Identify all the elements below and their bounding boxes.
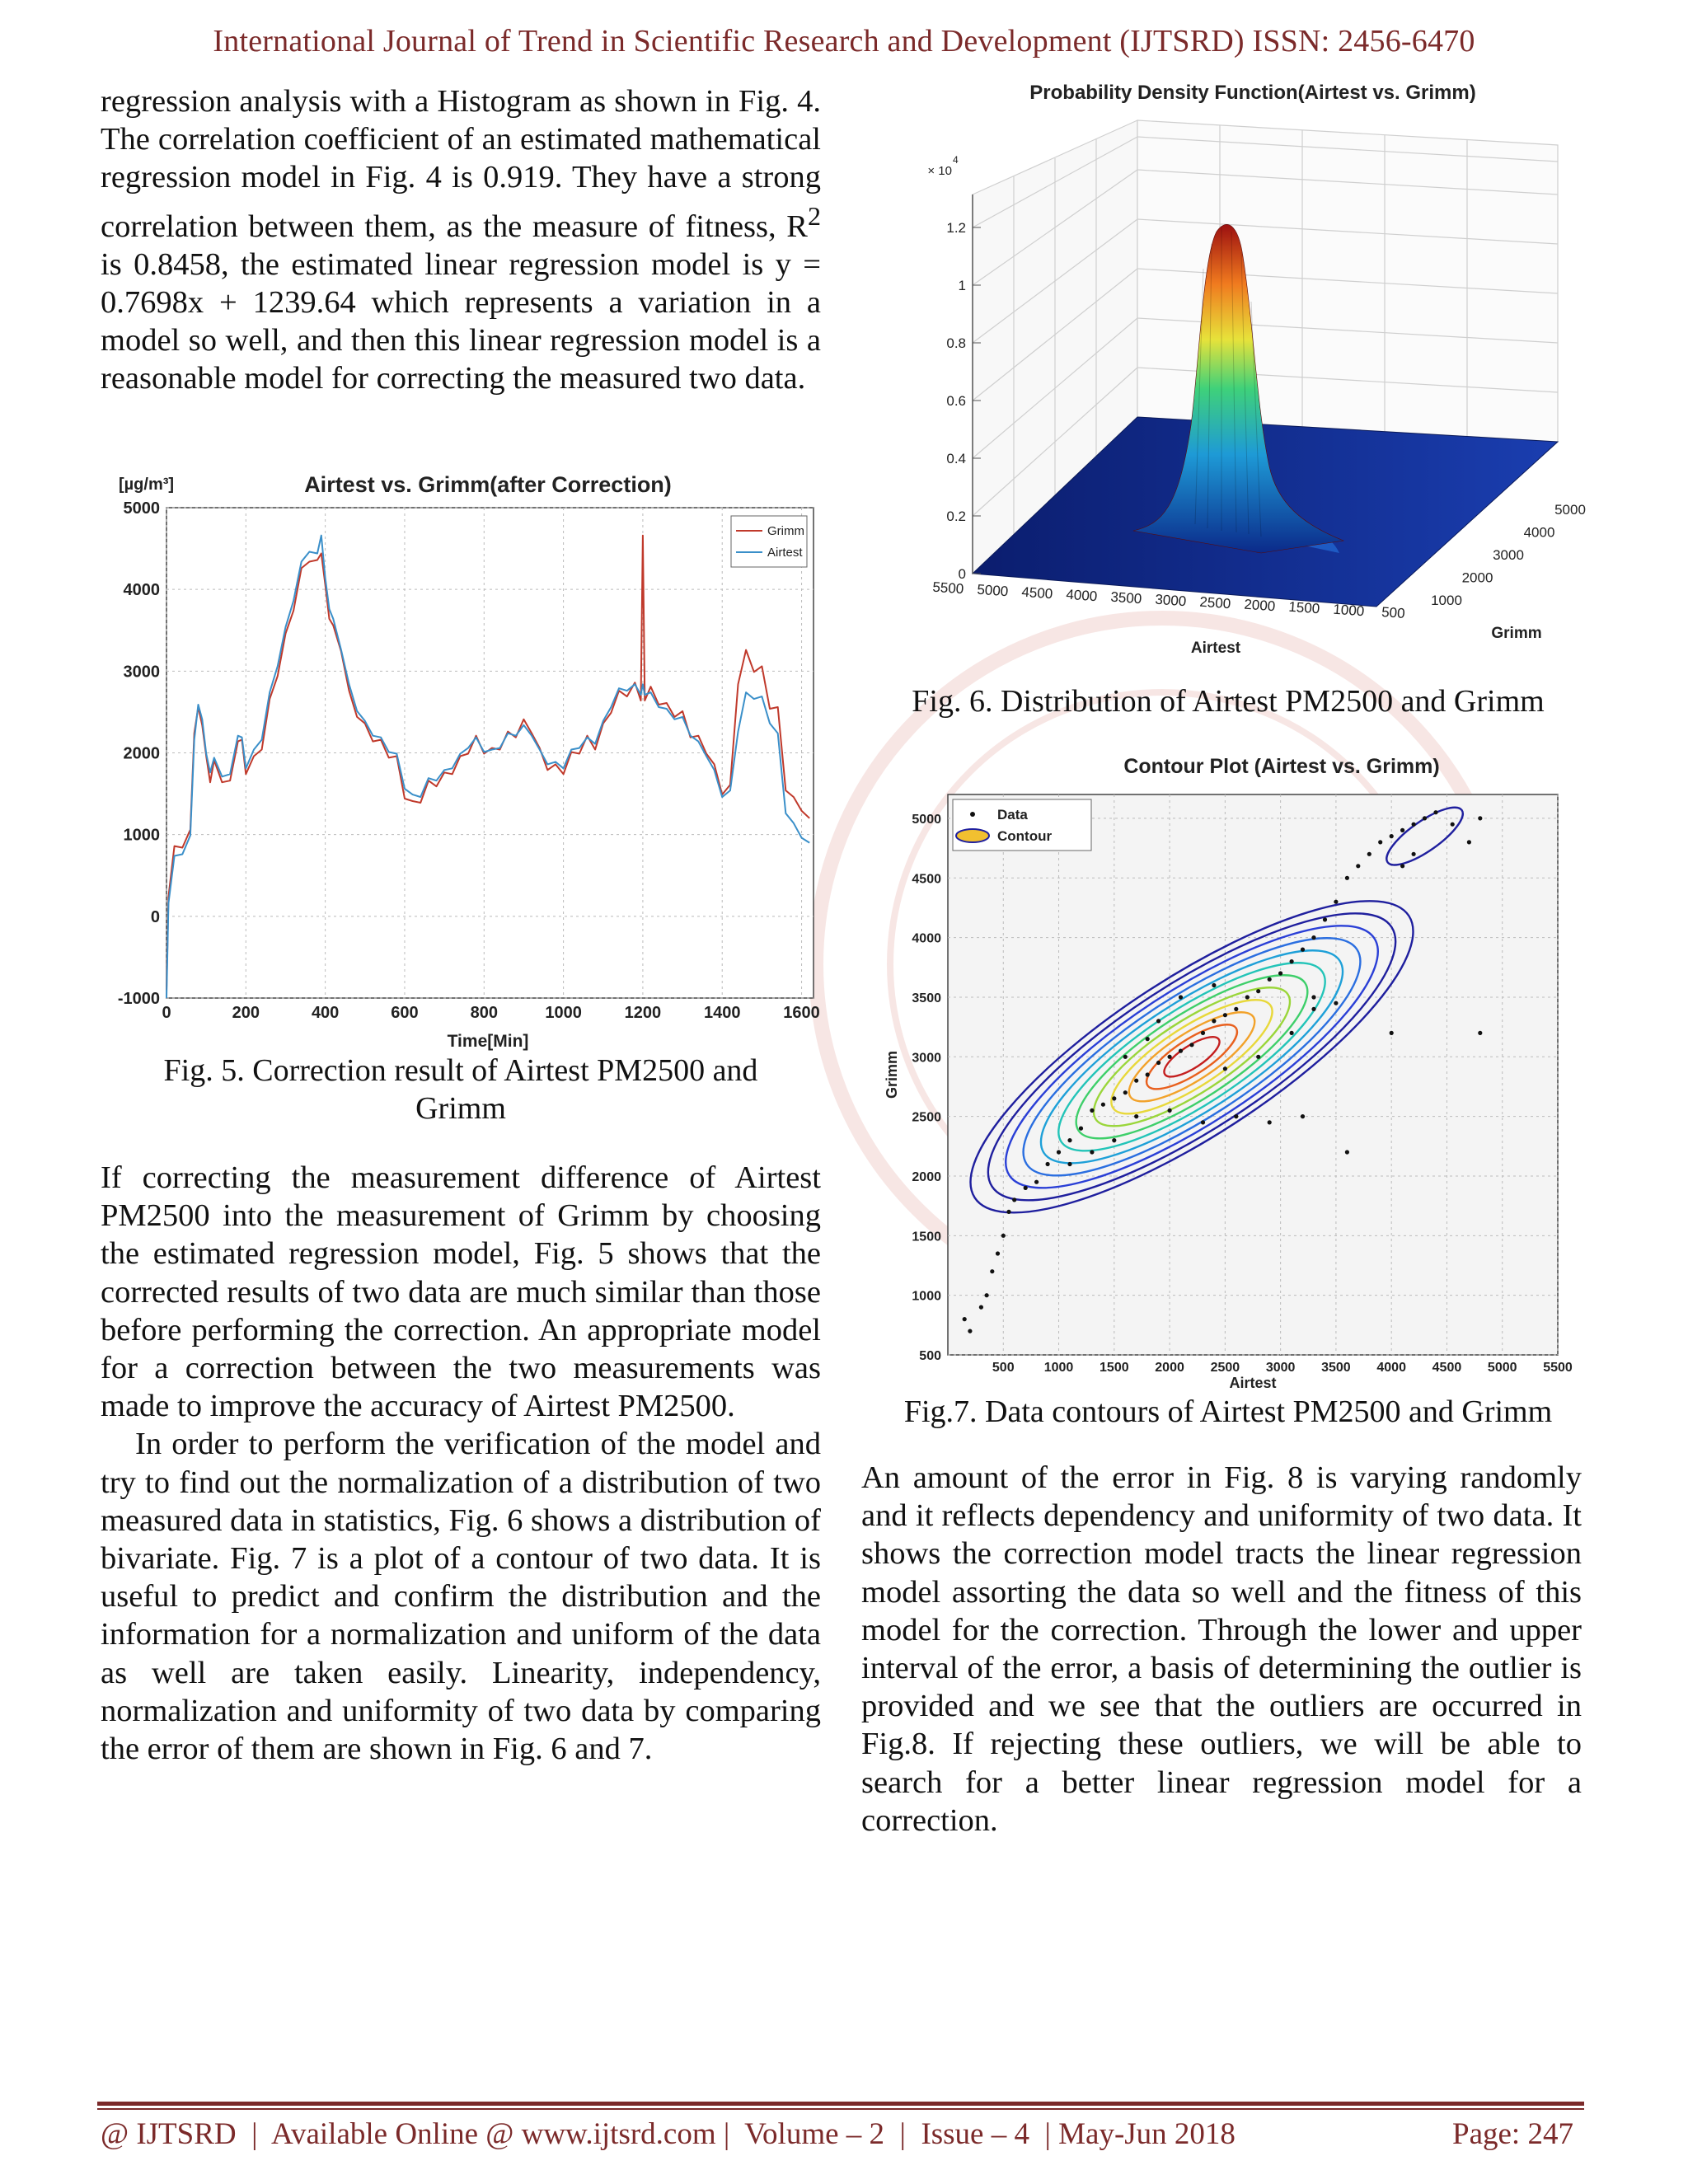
figure-6-chart xyxy=(915,79,1591,668)
para1-text-a: regression analysis with a Histogram as shown in Fig. 4. The correlation coefficient of an estimated mathematical regression model in Fig. 4 is 0.919. They have a strong correlation between them, as the measure of fitness, R xyxy=(101,84,821,244)
fig7-data-point xyxy=(1311,995,1315,999)
fig6-x-tick-label: 3500 xyxy=(1109,588,1142,607)
fig6-x-tick-label: 3000 xyxy=(1154,591,1187,610)
fig7-data-point xyxy=(1212,983,1216,987)
fig7-data-point xyxy=(1067,1138,1071,1142)
fig7-data-point xyxy=(1201,1120,1205,1124)
fig7-data-point xyxy=(1223,1066,1227,1071)
fig6-z-tick-label: 0.2 xyxy=(946,509,966,524)
fig7-data-point xyxy=(1256,989,1260,993)
fig5-caption-line1: Fig. 5. Correction result of Airtest PM2500 and xyxy=(163,1053,758,1088)
fig5-x-tick-label: 1600 xyxy=(783,1004,820,1022)
fig7-x-tick-label: 3000 xyxy=(1265,1361,1296,1375)
fig7-data-point xyxy=(1278,971,1282,975)
fig7-data-point xyxy=(1101,1103,1105,1107)
fig5-title: Airtest vs. Grimm(after Correction) xyxy=(304,472,672,497)
fig5-legend-label: Airtest xyxy=(767,546,803,560)
fig7-data-point xyxy=(1467,840,1471,844)
fig7-data-point xyxy=(1423,816,1427,820)
fig7-x-tick-label: 5000 xyxy=(1487,1361,1517,1375)
fig7-data-point xyxy=(1390,834,1394,838)
fig5-x-tick-label: 200 xyxy=(232,1004,260,1022)
fig5-x-tick-label: 1200 xyxy=(624,1004,662,1022)
fig7-data-point xyxy=(1290,1031,1294,1035)
fig5-x-tick-label: 0 xyxy=(162,1004,171,1022)
fig7-data-point xyxy=(1268,1120,1272,1124)
fig7-data-point xyxy=(1245,995,1250,999)
fig7-data-point xyxy=(1090,1150,1094,1154)
fig7-y-tick-label: 500 xyxy=(919,1349,941,1363)
fig6-y-tick-label: 4000 xyxy=(1523,524,1555,541)
fig7-data-point xyxy=(1079,1127,1083,1131)
fig7-data-point xyxy=(1345,1150,1349,1154)
figure-7-caption: Fig.7. Data contours of Airtest PM2500 and Grimm xyxy=(903,1394,1553,1429)
figure-6-caption: Fig. 6. Distribution of Airtest PM2500 and Grimm xyxy=(912,684,1545,719)
fig7-data-point xyxy=(1234,1114,1238,1118)
fig7-data-point xyxy=(1201,1031,1205,1035)
fig6-x-tick-label: 1000 xyxy=(1332,601,1365,620)
fig7-data-point xyxy=(1134,1079,1138,1083)
fig6-z-tick-label: 1.2 xyxy=(946,220,966,236)
fig6-x-tick-label: 1500 xyxy=(1287,598,1320,617)
fig7-data-point xyxy=(1412,852,1416,856)
fig6-z-tick-label: 0.4 xyxy=(946,451,966,466)
fig7-data-point xyxy=(1090,1108,1094,1113)
fig7-data-point xyxy=(1390,1031,1394,1035)
fig7-data-point xyxy=(1146,1072,1150,1076)
fig6-y-axis-label: Grimm xyxy=(1491,625,1542,642)
fig7-data-point xyxy=(1012,1197,1016,1202)
fig7-data-point xyxy=(1256,1055,1260,1059)
fig7-y-tick-label: 4500 xyxy=(912,872,941,887)
fig5-legend xyxy=(731,516,807,567)
fig5-unit-label: [µg/m³] xyxy=(119,476,175,494)
fig7-y-tick-label: 3000 xyxy=(912,1051,941,1066)
footer-rule-thin xyxy=(97,2108,1584,2110)
fig7-data-point xyxy=(1334,1001,1338,1005)
fig6-x-tick-label: 4500 xyxy=(1020,583,1053,602)
fig7-data-point xyxy=(1345,876,1349,880)
fig7-legend-contour-marker xyxy=(956,829,989,842)
fig7-data-point xyxy=(1046,1162,1050,1166)
fig7-data-point xyxy=(1356,864,1360,868)
fig6-x-tick-label: 4000 xyxy=(1065,586,1098,605)
fig7-data-point xyxy=(1123,1090,1128,1094)
fig7-data-point xyxy=(963,1317,967,1321)
fig7-data-point xyxy=(1067,1162,1071,1166)
fig7-data-point xyxy=(1451,823,1455,827)
fig7-x-tick-label: 1000 xyxy=(1043,1361,1074,1375)
fig5-caption-line2: Grimm xyxy=(415,1091,506,1126)
fig5-y-tick-label: 0 xyxy=(150,907,160,926)
fig6-x-tick-label: 5500 xyxy=(931,579,964,598)
fig7-data-point xyxy=(1168,1108,1172,1113)
fig6-z-tick-label: 0.6 xyxy=(946,393,966,409)
figure-7-chart xyxy=(882,753,1582,1396)
fig7-data-point xyxy=(1301,1114,1305,1118)
fig7-data-point xyxy=(990,1269,994,1273)
fig6-x-axis-label: Airtest xyxy=(1190,640,1241,657)
fig6-surface-svg xyxy=(915,79,1591,668)
fig6-y-tick-label: 3000 xyxy=(1493,547,1524,563)
fig7-data-point xyxy=(996,1251,1000,1255)
fig7-data-point xyxy=(1146,1037,1150,1041)
fig7-y-tick-label: 4000 xyxy=(912,931,941,946)
fig7-data-point xyxy=(1212,1019,1216,1023)
left-paragraph-2: If correcting the measurement difference of Airtest PM2500 into the measurement of Grimm by choosing the estimated regression model, Fig. 5 shows that the corrected results of two data are much similar than those before performing the correction. An appropriate model for a correction between the two measurements was made to improve the accuracy of Airtest PM2500. xyxy=(101,1160,821,1424)
fig7-data-point xyxy=(1034,1180,1039,1184)
fig6-y-tick-label: 2000 xyxy=(1461,569,1493,586)
left-paragraph-2-3 xyxy=(101,1159,821,1768)
fig7-data-point xyxy=(1290,959,1294,963)
fig5-y-tick-label: 3000 xyxy=(123,663,160,682)
fig7-data-point xyxy=(1268,977,1272,982)
fig5-x-tick-label: 1400 xyxy=(703,1004,741,1022)
fig7-data-point xyxy=(1478,1031,1482,1035)
fig7-y-tick-label: 2500 xyxy=(912,1110,941,1125)
fig7-data-point xyxy=(985,1293,989,1297)
fig7-y-tick-label: 1000 xyxy=(912,1289,941,1304)
fig7-legend-data-marker xyxy=(970,812,975,817)
fig7-x-tick-label: 4500 xyxy=(1432,1361,1462,1375)
fig7-data-point xyxy=(1223,1013,1227,1017)
fig5-legend-label: Grimm xyxy=(767,524,804,538)
left-paragraph-3: In order to perform the verification of the model and try to find out the normalization of a distribution of two measured data in statistics, Fig. 6 shows a distribution of bivariate. Fig. 7 is a plot of a contour of two data. It is useful to predict and confirm the distribution and the information for a normalization and uniform of the data as well are taken easily. Linearity, independency, normalization and uniformity of two data by comparing the error of them are shown in Fig. 6 and 7. xyxy=(101,1427,821,1767)
fig7-data-point xyxy=(1024,1186,1028,1190)
fig7-x-tick-label: 500 xyxy=(992,1361,1015,1375)
fig7-data-point xyxy=(1334,900,1338,904)
fig7-data-point xyxy=(1156,1061,1160,1065)
fig7-x-tick-label: 2500 xyxy=(1210,1361,1240,1375)
fig7-data-point xyxy=(1134,1114,1138,1118)
fig7-x-tick-label: 1500 xyxy=(1100,1361,1129,1375)
fig6-x-tick-label: 500 xyxy=(1381,604,1406,621)
fig7-x-axis-label: Airtest xyxy=(1229,1375,1277,1391)
fig7-data-point xyxy=(1123,1055,1128,1059)
fig5-y-tick-label: -1000 xyxy=(117,990,160,1008)
fig7-contour-svg xyxy=(882,753,1582,1396)
fig7-data-point xyxy=(1057,1150,1061,1154)
fig7-data-point xyxy=(1179,995,1183,999)
fig5-x-tick-label: 600 xyxy=(391,1004,419,1022)
fig7-data-point xyxy=(1367,852,1372,856)
fig6-z-tick-label: 0.8 xyxy=(946,335,966,351)
right-paragraph-1-text: An amount of the error in Fig. 8 is varying randomly and it reflects dependency and uniformity of two data. It shows the correction model tracts the linear regression model assorting the data so well and the fitness of this model for the correction. Through the lower and upper interval of the error, a basis of determining the outlier is provided and we see that the outliers are occurred in Fig.8. If rejecting these outliers, we will be able to search for a better linear regression model for a correction. xyxy=(861,1460,1582,1838)
fig7-data-point xyxy=(1433,810,1437,814)
fig7-x-tick-label: 5500 xyxy=(1543,1361,1573,1375)
fig5-line-chart-svg xyxy=(101,468,826,1053)
fig7-data-point xyxy=(1112,1096,1116,1100)
fig5-x-tick-label: 800 xyxy=(470,1004,498,1022)
fig6-z-tick-label: 1 xyxy=(958,278,966,293)
fig6-z-tick-label: 0 xyxy=(958,566,966,582)
para1-text-b: is 0.8458, the estimated linear regression model is y = 0.7698x + 1239.64 which represents a variation in a model so well, and then this linear regression model is a reasonable model for correcting the measured two data. xyxy=(101,246,821,396)
left-paragraph-1 xyxy=(101,82,821,397)
fig7-legend xyxy=(953,799,1091,851)
fig7-title: Contour Plot (Airtest vs. Grimm) xyxy=(1123,755,1440,778)
fig6-x-tick-label: 2000 xyxy=(1243,596,1276,615)
fig7-plot-area xyxy=(948,794,1558,1355)
fig7-data-point xyxy=(1311,935,1315,940)
fig7-legend-label-contour: Contour xyxy=(997,828,1053,844)
fig7-data-point xyxy=(1168,1055,1172,1059)
fig7-data-point xyxy=(1234,1007,1238,1011)
fig7-data-point xyxy=(1156,1019,1160,1023)
fig5-y-tick-label: 5000 xyxy=(123,499,160,518)
fig7-data-point xyxy=(1478,816,1482,820)
fig7-y-tick-label: 2000 xyxy=(912,1169,941,1184)
fig5-x-tick-label: 1000 xyxy=(545,1004,582,1022)
fig7-x-tick-label: 3500 xyxy=(1321,1361,1351,1375)
fig7-y-tick-label: 5000 xyxy=(912,812,941,827)
fig6-title: Probability Density Function(Airtest vs. Grimm) xyxy=(1029,82,1476,104)
fig7-data-point xyxy=(1323,917,1327,921)
fig6-x-tick-label: 5000 xyxy=(976,581,1009,600)
fig5-y-tick-label: 4000 xyxy=(123,581,160,600)
fig7-x-tick-label: 2000 xyxy=(1155,1361,1184,1375)
footer-rule-thick xyxy=(97,2102,1584,2106)
fig6-multiplier-exponent: 4 xyxy=(953,154,959,166)
fig7-data-point xyxy=(1378,840,1382,844)
fig5-x-tick-label: 400 xyxy=(311,1004,340,1022)
fig6-x-tick-label: 2500 xyxy=(1198,593,1231,612)
fig5-x-axis-label: Time[Min] xyxy=(447,1032,529,1051)
fig7-data-point xyxy=(1179,1049,1183,1053)
fig6-multiplier: × 10 xyxy=(927,164,952,178)
r-squared-superscript: 2 xyxy=(807,200,821,231)
footer-info: @ IJTSRD | Available Online @ www.ijtsrd.com | Volume – 2 | Issue – 4 | May-Jun 2018 xyxy=(101,2117,1236,2151)
fig7-data-point xyxy=(1301,948,1305,952)
fig7-y-axis-label: Grimm xyxy=(884,1050,900,1099)
fig7-data-point xyxy=(1189,1043,1193,1047)
figure-5-chart xyxy=(101,468,826,1053)
fig7-data-point xyxy=(1400,828,1404,832)
fig7-data-point xyxy=(1400,864,1404,868)
fig7-y-tick-label: 3500 xyxy=(912,991,941,1005)
fig7-data-point xyxy=(1001,1234,1006,1238)
fig7-x-tick-label: 4000 xyxy=(1376,1361,1406,1375)
fig7-y-tick-label: 1500 xyxy=(912,1230,941,1244)
fig7-data-point xyxy=(1112,1138,1116,1142)
fig7-data-point xyxy=(968,1329,972,1333)
fig5-y-tick-label: 2000 xyxy=(123,744,160,763)
footer-page-number: Page: 247 xyxy=(1452,2117,1573,2151)
fig7-data-point xyxy=(979,1305,983,1310)
figure-5-caption xyxy=(101,1052,821,1127)
fig5-y-tick-label: 1000 xyxy=(123,826,160,845)
right-paragraph-1 xyxy=(861,1459,1582,1840)
journal-header: International Journal of Trend in Scientific Research and Development (IJTSRD) ISSN: 2456-6470 xyxy=(213,24,1475,59)
fig7-data-point xyxy=(1412,823,1416,827)
fig6-y-tick-label: 1000 xyxy=(1431,593,1462,608)
fig6-y-tick-label: 5000 xyxy=(1554,502,1586,518)
fig7-data-point xyxy=(1311,1007,1315,1011)
fig7-legend-label-data: Data xyxy=(997,807,1028,823)
fig7-data-point xyxy=(1006,1210,1010,1214)
